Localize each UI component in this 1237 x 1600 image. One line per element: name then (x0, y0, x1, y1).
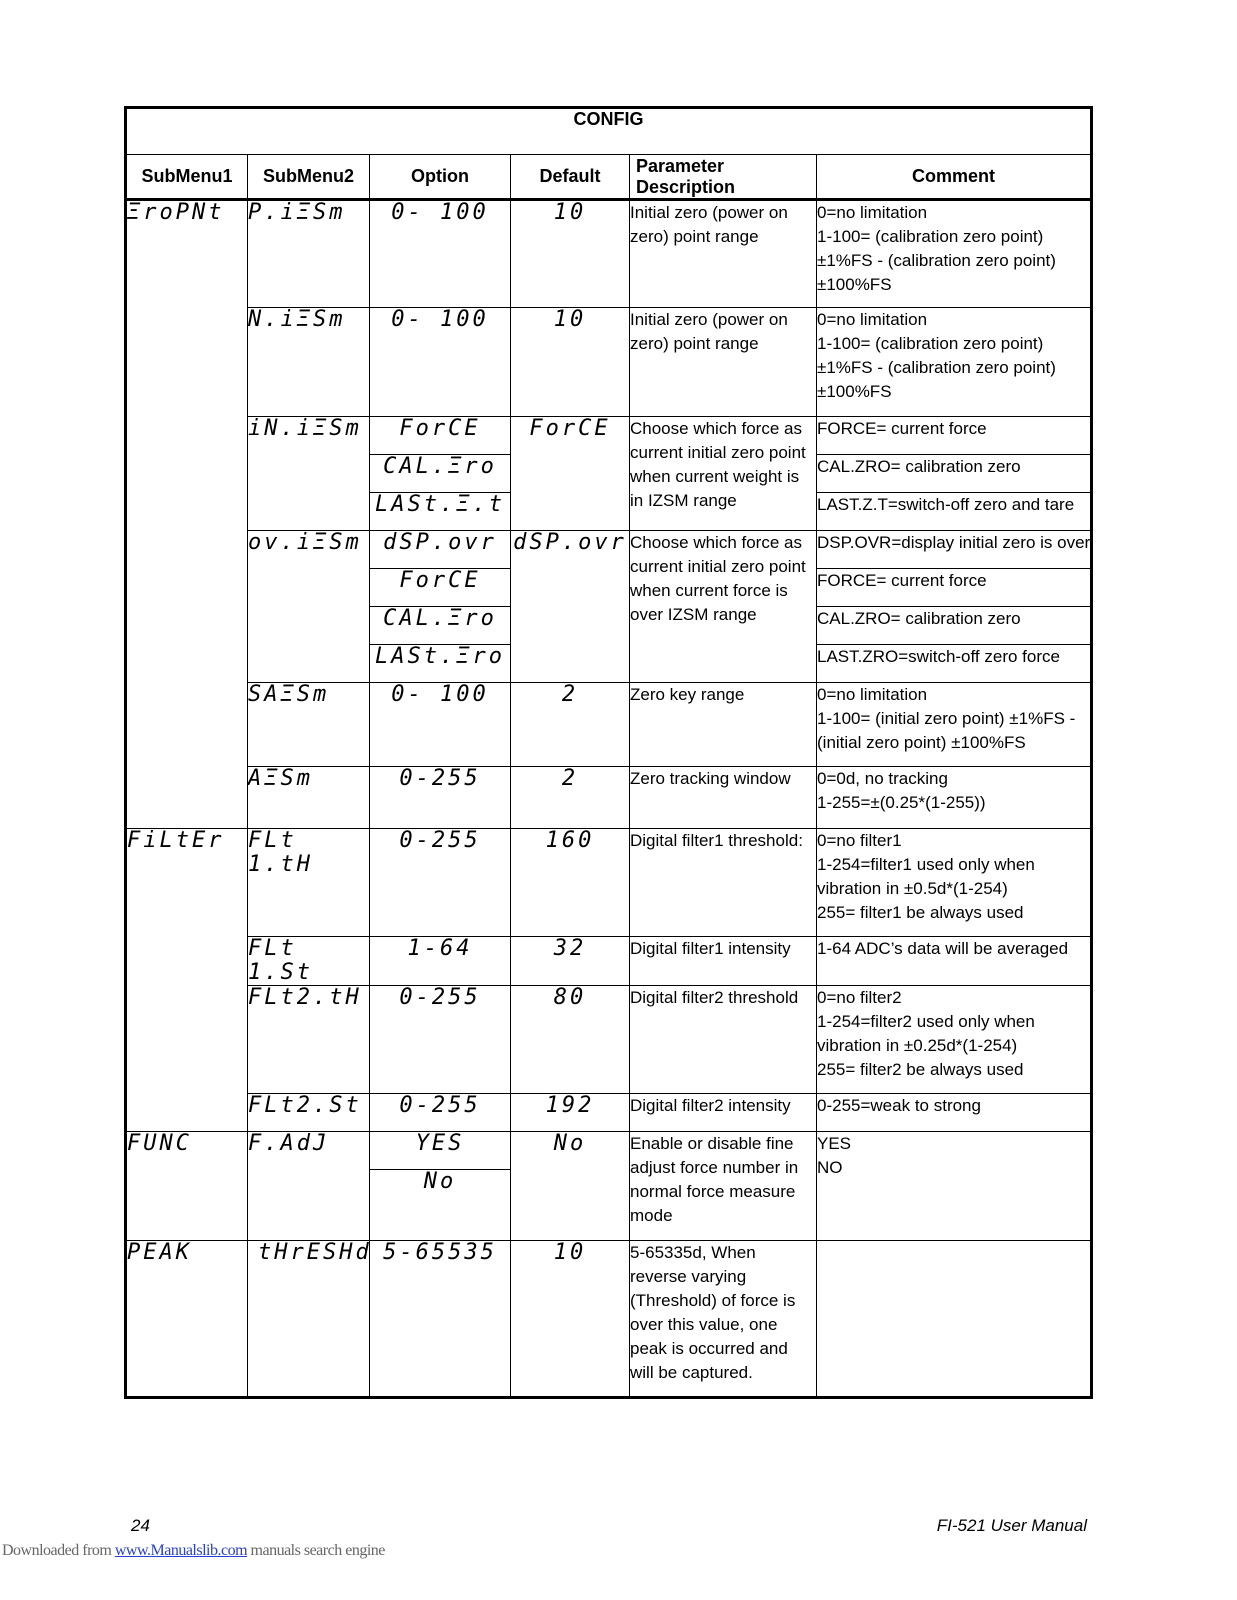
description-line: Enable or disable fine (630, 1134, 794, 1153)
comment-fadj (817, 1132, 1092, 1241)
table-row (126, 829, 1092, 937)
description-line: 5-65335d, When (630, 1243, 756, 1262)
description-line: Digital filter1 intensity (630, 939, 791, 958)
comment-ovizsm-2 (817, 607, 1092, 645)
description-line: zero) point range (630, 227, 759, 246)
description-nizsm (630, 308, 817, 417)
comment-flt1st (817, 937, 1092, 986)
option-thresh: 5-65535 (370, 1241, 511, 1398)
description-fadj (630, 1132, 817, 1241)
description-line: current initial zero point (630, 443, 806, 462)
description-flt2st (630, 1094, 817, 1132)
comment-thresh (817, 1241, 1092, 1398)
description-sazsm (630, 683, 817, 767)
submenu2-pizsm: P.iΞSm (248, 200, 370, 308)
submenu2-azsm: AΞSm (248, 767, 370, 829)
table-row (126, 767, 1092, 829)
comment-flt2th (817, 986, 1092, 1094)
comment-line: 255= filter2 be always used (817, 1060, 1024, 1079)
description-line: Digital filter2 threshold (630, 988, 799, 1007)
table-row (126, 308, 1092, 417)
default-fadj: No (511, 1132, 630, 1241)
default-inizsm: ForCE (511, 417, 630, 531)
description-line: Zero key range (630, 685, 745, 704)
comment-line: CAL.ZRO= calibration zero (817, 457, 1021, 476)
comment-line: ±100%FS (817, 382, 892, 401)
default-flt1st: 32 (511, 937, 630, 986)
table-row (126, 986, 1092, 1094)
option-sazsm: 0- 100 (370, 683, 511, 767)
comment-inizsm-2 (817, 493, 1092, 531)
default-ovizsm: dSP.ovr (511, 531, 630, 683)
description-line: adjust force number in (630, 1158, 799, 1177)
description-line: when current force is (630, 581, 788, 600)
default-flt1th: 160 (511, 829, 630, 937)
description-azsm (630, 767, 817, 829)
comment-azsm (817, 767, 1092, 829)
submenu2-ovizsm: ov.iΞSm (248, 531, 370, 683)
comment-line: 0=0d, no tracking (817, 769, 948, 788)
submenu1-filter: FiLtEr (126, 829, 248, 1132)
submenu2-sazsm: SAΞSm (248, 683, 370, 767)
download-prefix: Downloaded from (2, 1542, 115, 1559)
submenu2-flt2th: FLt2.tH (248, 986, 370, 1094)
comment-line: 0=no limitation (817, 685, 928, 704)
option-flt2st: 0-255 (370, 1094, 511, 1132)
header-submenu2: SubMenu2 (248, 155, 370, 200)
option-inizsm-2: LASt.Ξ.t (370, 493, 511, 531)
comment-line: YES (817, 1134, 852, 1153)
option-inizsm-0: ForCE (370, 417, 511, 455)
comment-line: 1-255=±(0.25*(1-255)) (817, 793, 986, 812)
comment-line: ±1%FS - (calibration zero point) (817, 358, 1056, 377)
default-flt2st: 192 (511, 1094, 630, 1132)
download-suffix: manuals search engine (247, 1542, 385, 1559)
comment-ovizsm-3 (817, 645, 1092, 683)
description-line: over IZSM range (630, 605, 757, 624)
description-line: (Threshold) of force is (630, 1291, 796, 1310)
option-fadj-1: No (370, 1170, 511, 1241)
table-row (126, 937, 1092, 986)
comment-line: vibration in ±0.25d*(1-254) (817, 1036, 1018, 1055)
comment-line: (initial zero point) ±100%FS (817, 733, 1026, 752)
table-row (126, 417, 1092, 455)
comment-line: 1-100= (calibration zero point) (817, 334, 1044, 353)
comment-line: 0=no limitation (817, 203, 928, 222)
option-ovizsm-2: CAL.Ξro (370, 607, 511, 645)
description-line: in IZSM range (630, 491, 737, 510)
comment-flt2st (817, 1094, 1092, 1132)
default-sazsm: 2 (511, 683, 630, 767)
option-nizsm: 0- 100 (370, 308, 511, 417)
description-ovizsm (630, 531, 817, 683)
description-line: mode (630, 1206, 673, 1225)
default-azsm: 2 (511, 767, 630, 829)
comment-line: vibration in ±0.5d*(1-254) (817, 879, 1008, 898)
page-number: 24 (131, 1516, 150, 1535)
manual-title: FI-521 User Manual (936, 1516, 1087, 1535)
description-line: zero) point range (630, 334, 759, 353)
comment-line: 255= filter1 be always used (817, 903, 1024, 922)
comment-line: FORCE= current force (817, 571, 987, 590)
description-line: Zero tracking window (630, 769, 791, 788)
comment-ovizsm-0 (817, 531, 1092, 569)
comment-line: LAST.ZRO=switch-off zero force (817, 647, 1060, 666)
header-row (126, 155, 1092, 200)
manualslib-link[interactable]: www.Manualslib.com (114, 1542, 248, 1559)
comment-line: 0-255=weak to strong (817, 1096, 981, 1115)
header-default: Default (511, 155, 630, 200)
description-flt2th (630, 986, 817, 1094)
description-inizsm (630, 417, 817, 531)
header-comment: Comment (817, 155, 1092, 200)
comment-line: 1-254=filter2 used only when (817, 1012, 1035, 1031)
comment-line: LAST.Z.T=switch-off zero and tare (817, 495, 1075, 514)
option-ovizsm-0: dSP.ovr (370, 531, 511, 569)
header-option: Option (370, 155, 511, 200)
description-line: current initial zero point (630, 557, 806, 576)
option-flt1st: 1-64 (370, 937, 511, 986)
description-flt1st (630, 937, 817, 986)
description-line: when current weight is (630, 467, 800, 486)
default-pizsm: 10 (511, 200, 630, 308)
table-row (126, 1094, 1092, 1132)
table-row (126, 1241, 1092, 1398)
description-line: Initial zero (power on (630, 310, 788, 329)
comment-line: 1-100= (initial zero point) ±1%FS - (817, 709, 1076, 728)
option-ovizsm-1: ForCE (370, 569, 511, 607)
comment-line: 0=no filter2 (817, 988, 902, 1007)
table-row (126, 200, 1092, 308)
table-row (126, 1132, 1092, 1170)
submenu2-flt2st: FLt2.St (248, 1094, 370, 1132)
description-line: Choose which force as (630, 419, 802, 438)
option-inizsm-1: CAL.Ξro (370, 455, 511, 493)
download-notice (2, 1542, 385, 1560)
table-title: CONFIG (126, 108, 1092, 155)
option-fadj-0: YES (370, 1132, 511, 1170)
submenu2-fadj: F.AdJ (248, 1132, 370, 1241)
comment-line: NO (817, 1158, 843, 1177)
comment-nizsm (817, 308, 1092, 417)
description-line: Choose which force as (630, 533, 802, 552)
comment-line: 0=no limitation (817, 310, 928, 329)
config-table (124, 106, 1093, 1399)
description-line: Digital filter1 threshold: (630, 831, 803, 850)
header-description: Parameter Description (630, 155, 817, 200)
description-line: reverse varying (630, 1267, 747, 1286)
comment-line: 1-254=filter1 used only when (817, 855, 1035, 874)
description-line: normal force measure (630, 1182, 796, 1201)
option-pizsm: 0- 100 (370, 200, 511, 308)
description-line: peak is occurred and (630, 1339, 788, 1358)
default-flt2th: 80 (511, 986, 630, 1094)
default-nizsm: 10 (511, 308, 630, 417)
comment-flt1th (817, 829, 1092, 937)
submenu1-func: FUNC (126, 1132, 248, 1241)
comment-line: 1-64 ADC’s data will be averaged (817, 939, 1069, 958)
submenu2-inizsm: iN.iΞSm (248, 417, 370, 531)
table-row (126, 531, 1092, 569)
option-ovizsm-3: LASt.Ξro (370, 645, 511, 683)
submenu1-peak: PEAK (126, 1241, 248, 1398)
table-row (126, 683, 1092, 767)
comment-line: FORCE= current force (817, 419, 987, 438)
submenu2-nizsm: N.iΞSm (248, 308, 370, 417)
comment-ovizsm-1 (817, 569, 1092, 607)
description-line: over this value, one (630, 1315, 778, 1334)
submenu1-zeropnt: ΞroPNt (126, 200, 248, 829)
comment-sazsm (817, 683, 1092, 767)
comment-pizsm (817, 200, 1092, 308)
default-thresh: 10 (511, 1241, 630, 1398)
description-thresh (630, 1241, 817, 1398)
submenu2-flt1st: FLt 1.St (248, 937, 370, 986)
comment-inizsm-1 (817, 455, 1092, 493)
option-flt2th: 0-255 (370, 986, 511, 1094)
comment-line: DSP.OVR=display initial zero is over (817, 533, 1091, 552)
header-submenu1: SubMenu1 (126, 155, 248, 200)
comment-line: 1-100= (calibration zero point) (817, 227, 1044, 246)
comment-line: 0=no filter1 (817, 831, 902, 850)
comment-line: ±100%FS (817, 275, 892, 294)
comment-inizsm-0 (817, 417, 1092, 455)
comment-line: CAL.ZRO= calibration zero (817, 609, 1021, 628)
submenu2-flt1th: FLt 1.tH (248, 829, 370, 937)
option-azsm: 0-255 (370, 767, 511, 829)
description-pizsm (630, 200, 817, 308)
submenu2-thresh: tHrESHd (248, 1241, 370, 1398)
description-line: Digital filter2 intensity (630, 1096, 791, 1115)
description-line: will be captured. (630, 1363, 753, 1382)
comment-line: ±1%FS - (calibration zero point) (817, 251, 1056, 270)
description-line: Initial zero (power on (630, 203, 788, 222)
description-flt1th (630, 829, 817, 937)
option-flt1th: 0-255 (370, 829, 511, 937)
